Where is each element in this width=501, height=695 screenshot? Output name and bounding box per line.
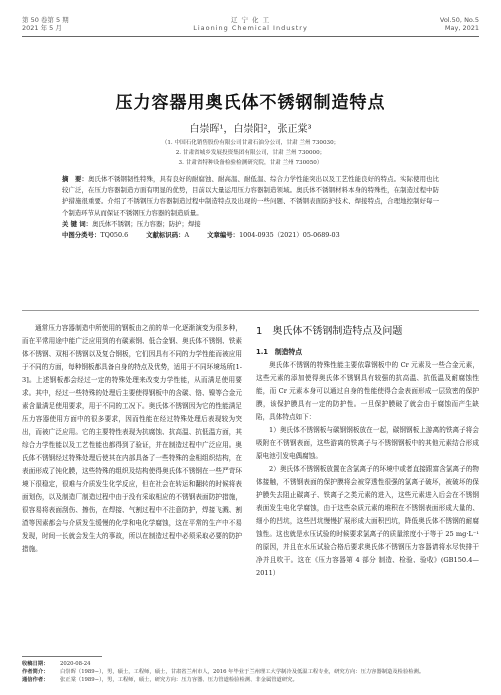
left-column <box>22 322 242 556</box>
journal-name-en: Liaoning Chemical Industry <box>193 24 308 32</box>
issue-date-cn: 2021 年 5 月 <box>22 24 62 32</box>
abstract-block <box>62 174 439 241</box>
body-paragraph: 奥氏体不锈钢的特殊性能主要依靠钢板中的 Cr 元素及一些合金元素，这些元素的添加使得奥氏体不锈钢具有较强的抗高温、抗低温及耐腐蚀性能，而 Cr 元素本身可以通过自身的性能使得合金表面形成一层致密的保护膜，该保护膜具有一定的防护性。一旦保护膜破了就会由于腐蚀而产生缺陷，具体特点如下： <box>256 361 479 421</box>
header-divider <box>22 36 479 37</box>
affiliation-2: 2. 甘肃省城乡发展投资集团有限公司，甘肃 兰州 730000； <box>175 150 326 156</box>
corresponding-author-note <box>22 676 479 684</box>
header-center <box>22 16 479 32</box>
header-right <box>440 16 479 32</box>
abstract-label: 摘 要： <box>62 175 89 183</box>
intro-paragraph: 通常压力容器制造中所使用的钢板由之前的单一化逐渐演变为很多种，而在平常用途中能广泛应用到的有碳素钢、低合金钢、奥氏体不锈钢、铁素体不锈钢、双相不锈钢以及复合钢板，它们因具有不同的力学性能而被应用于不同的方面，每种钢板都具备自身的特点及优势，适用于不同环境场所[1-3]。上述钢板都会经过一定的特殊处理来改变力学性能，从而满足使用要求。其中，经过一些特殊的处理后主要使得钢板中的含碳、铬、镍等合金元素含量满足使用要求，用于不同的工况下。奥氏体不锈钢因为它的性能满足压力容器使用方面中的很多要求，因而性能在经过特殊处理后表现较为突出，而被广泛应用。它的主要特性表现为抗腐蚀、抗高温、抗低温方面，其综合力学性能以及工艺性能也都得到了验证，并在制造过程中广泛应用。奥氏体不锈钢经过特殊处理后使其在内部具备了一些特殊的金相组织结构，在表面形成了钝化膜，这些特殊的组织及结构使得奥氏体不锈钢在一些严苛环境下很稳定，很难与介质发生化学反应，但在社会在转运和翻转的时候将表面划伤，以及制造厂制造过程中由于没有采取相应的不锈钢表面防护措施，很容易将表面刮伤、擦伤，在焊接、气割过程中不注意防护，焊接飞溅、割渣等因素都会与介质发生缓慢的化学和电化学腐蚀，这在平常的生产中不易发现，时间一长就会发生大的事故，所以在制造过程中必须采取必要的防护措施。 <box>22 324 242 553</box>
abstract-text: 奥氏体不锈钢韧性特殊，具有良好的耐腐蚀、耐高温、耐低温、综合力学性能突出以及工艺性能良好的特点。实际使用也比较广泛，在压力容器制造方面有明显的优势，目前以大量运用压力容器制造领域。奥氏体不锈钢材料本身的特殊性，在制造过程中防护措施很重要。介绍了不锈钢压力容器制造过程中制造特点及出现的一些问题、不锈钢表面防护技术、焊接特点，合理地控制好每一个制造环节从而保证不锈钢压力容器的制造质量。 <box>62 175 440 217</box>
body-paragraph: 1）奥氏体不锈钢板与碳钢钢板放在一起，碳钢钢板上游离的铁离子将会吸附在不锈钢表面，这些游离的铁离子与不锈钢钢板中的其他元素结合形成原电池引发电偶腐蚀。 <box>256 426 479 460</box>
affiliation-3: 3. 甘肃省特种设备检验检测研究院，甘肃 兰州 730050） <box>178 160 323 166</box>
received-value: 2020-08-24 <box>60 661 91 667</box>
section-heading: 1 奥氏体不锈钢制造特点及问题 <box>256 326 403 337</box>
affiliation-1: （1. 中国石化销售股份有限公司甘肃石油分公司，甘肃 兰州 730030； <box>161 140 340 146</box>
article-no-value: 1004-0935（2021）05-0689-03 <box>239 231 340 240</box>
clc-value: TQ050.6 <box>100 231 129 240</box>
keywords-text: 奥氏体不锈钢；压力容器；防护；焊接 <box>92 219 201 228</box>
keywords <box>62 219 439 230</box>
article-no-label: 文章编号： <box>207 231 240 240</box>
doc-code-label: 文献标识码： <box>146 231 185 240</box>
author-list: 白崇晖¹，白崇阳²，张正棠³ <box>189 124 312 135</box>
doc-code <box>146 230 189 241</box>
volume-issue: 第 50 卷第 5 期 <box>22 16 69 24</box>
doc-code-value: A <box>184 231 190 240</box>
abstract <box>62 174 439 219</box>
received-date-note <box>22 660 479 668</box>
author-bio-note <box>22 668 479 676</box>
corr-value: 张正棠（1989−），男，工程师，硕士，研究方向：压力容器、压力管道检验检测、非金属管道研究。 <box>60 677 298 683</box>
classification-row <box>62 230 439 241</box>
corr-label: 通信作者： <box>22 677 49 683</box>
abstract-divider <box>22 310 479 311</box>
issue-date-en: May, 2021 <box>444 24 479 32</box>
running-header <box>22 16 479 38</box>
footnote-divider <box>22 656 102 657</box>
right-column <box>256 322 479 580</box>
subsection-heading: 1.1 制造特点 <box>256 348 303 356</box>
clc <box>62 230 128 241</box>
article-title: 压力容器用奥氏体不锈钢制造特点 <box>115 93 386 113</box>
keywords-label: 关 键 词： <box>62 219 93 228</box>
volume-issue-en: Vol.50, No.5 <box>439 16 479 24</box>
article-number <box>207 230 340 241</box>
journal-name-cn: 辽 宁 化 工 <box>230 16 271 24</box>
received-label: 收稿日期： <box>22 661 49 667</box>
author-label: 作者简介： <box>22 669 49 675</box>
affiliations <box>0 138 501 168</box>
clc-label: 中图分类号： <box>62 231 101 240</box>
footnotes <box>22 660 479 684</box>
author-value: 白崇晖（1989−），男，硕士，工程师，硕士，甘肃省兰州市人，2016 年毕业于兰州理工大学制冷及低温工程专业，研究方向：压力容器制造及检验检测。 <box>60 669 425 675</box>
body-paragraph: 2）奥氏体不锈钢板放置在含氯离子的环境中或者直接跟富含氯离子的物体接触，不锈钢表面的保护膜将会被穿透性很强的氯离子破坏，被破坏的保护膜失去阻止碳离子、铁离子之类元素的进入，这些元素进入后会在不锈钢表面发生电化学腐蚀，由于这些杂质元素的堆积在不锈钢表面形成大量的、细小的凹坑，这些凹坑慢慢扩展形成大面积凹坑，降低奥氏体不锈钢的耐腐蚀性。这也就是水压试验的时候要求氯离子的质量浓度小于等于 25 mg·L⁻¹ 的原因，并且在水压试验合格后要求奥氏体不锈钢压力容器请将水尽快排干净并且吹干。这在《压力容器第 4 部分 制造、检验、验收》(GB150.4—2011） <box>256 465 479 577</box>
